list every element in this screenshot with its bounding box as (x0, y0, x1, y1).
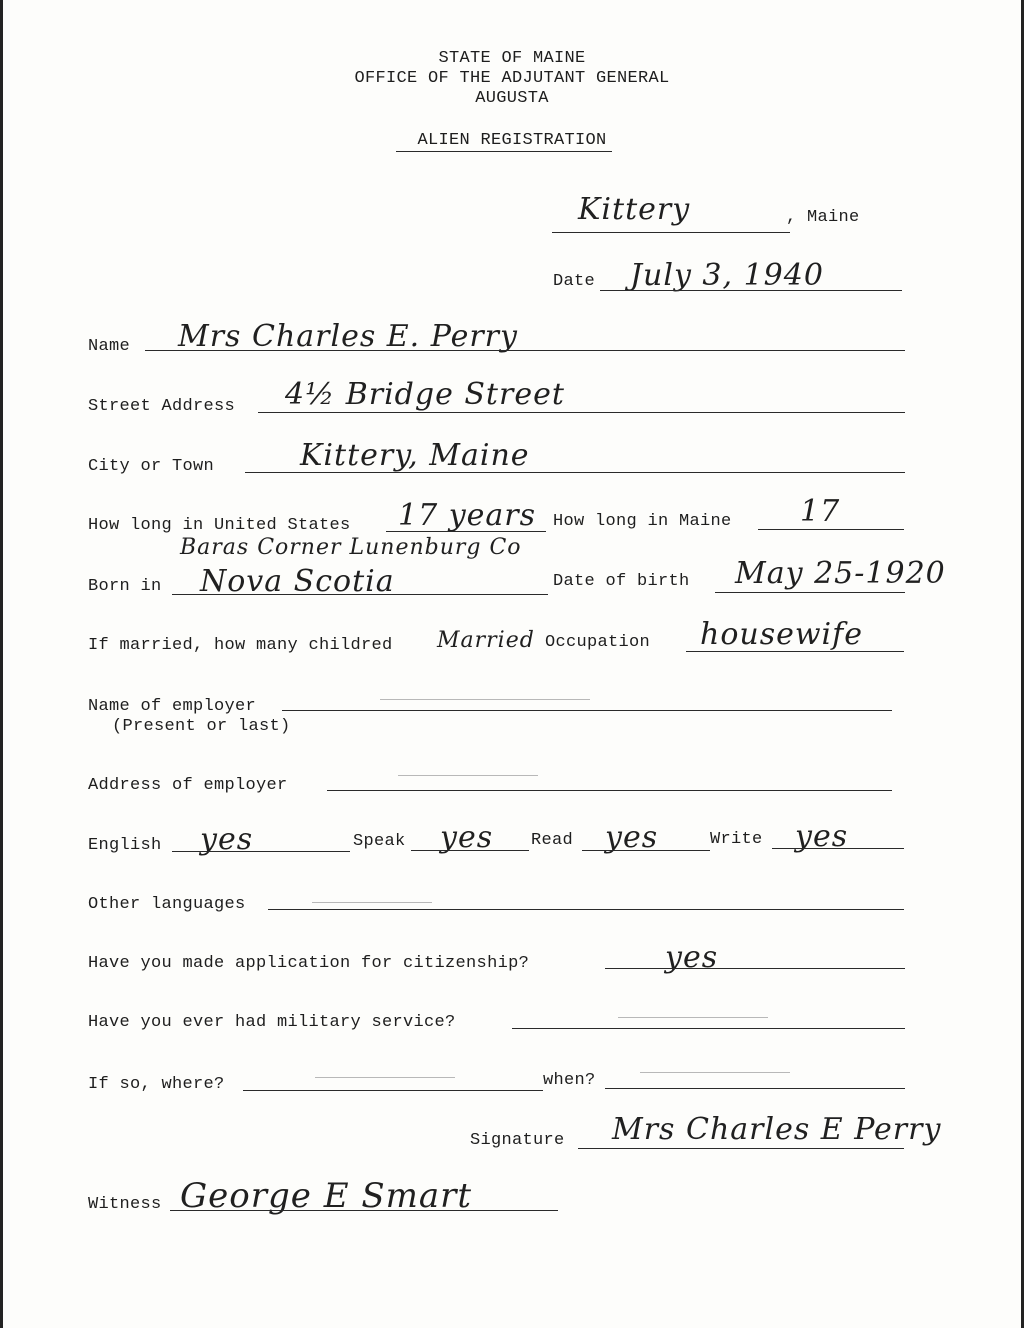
employer-address-label: Address of employer (88, 776, 288, 795)
read-line (582, 850, 710, 851)
form-title-underline (396, 151, 612, 152)
date-label: Date (553, 272, 596, 291)
other-languages-label: Other languages (88, 895, 246, 914)
date-line (600, 290, 902, 291)
signature-label: Signature (470, 1131, 565, 1150)
citizenship-label: Have you made application for citizenship? (88, 954, 530, 973)
read-value: yes (605, 820, 659, 855)
where-line (243, 1090, 543, 1091)
town-value: Kittery (578, 192, 691, 227)
born-in-line (172, 594, 548, 595)
other-languages-strike (312, 902, 432, 903)
english-line (172, 851, 350, 852)
header-office: OFFICE OF THE ADJUTANT GENERAL (354, 69, 670, 88)
employer-address-line (327, 790, 892, 791)
employer-address-strike (398, 775, 538, 776)
date-value: July 3, 1940 (630, 258, 824, 293)
occupation-value: housewife (700, 617, 863, 652)
write-line (772, 848, 904, 849)
header-state: STATE OF MAINE (438, 49, 586, 68)
write-value: yes (795, 819, 849, 854)
witness-value: George E Smart (180, 1176, 473, 1216)
when-line (605, 1088, 905, 1089)
how-long-maine-value: 17 (800, 494, 841, 529)
signature-line (578, 1148, 904, 1149)
where-strike (315, 1077, 455, 1078)
date-of-birth-line (715, 592, 905, 593)
citizenship-line (605, 968, 905, 969)
occupation-label: Occupation (545, 633, 651, 652)
employer-name-strike (380, 699, 590, 700)
military-strike (618, 1017, 768, 1018)
married-value: Married (437, 628, 535, 653)
witness-label: Witness (88, 1195, 162, 1214)
speak-label: Speak (353, 832, 406, 851)
born-in-value: Nova Scotia (200, 564, 395, 599)
street-address-value: 4½ Bridge Street (285, 377, 565, 412)
date-of-birth-label: Date of birth (553, 572, 690, 591)
how-long-maine-line (758, 529, 904, 530)
town-line (552, 232, 790, 233)
scan-border-left (0, 0, 3, 1328)
when-label: when? (543, 1071, 596, 1090)
married-label: If married, how many childred (88, 636, 393, 655)
signature-value: Mrs Charles E Perry (612, 1112, 942, 1147)
military-label: Have you ever had military service? (88, 1013, 456, 1032)
born-note-value: Baras Corner Lunenburg Co (180, 535, 522, 560)
english-value: yes (200, 822, 254, 857)
how-long-us-label: How long in United States (88, 516, 351, 535)
street-address-line (258, 412, 905, 413)
where-label: If so, where? (88, 1075, 225, 1094)
citizenship-value: yes (665, 940, 719, 975)
occupation-line (686, 651, 904, 652)
city-line (245, 472, 905, 473)
date-of-birth-value: May 25-1920 (735, 556, 946, 591)
witness-line (170, 1210, 558, 1211)
read-label: Read (531, 831, 574, 850)
speak-value: yes (440, 820, 494, 855)
name-line (145, 350, 905, 351)
when-strike (640, 1072, 790, 1073)
employer-name-sublabel: (Present or last) (112, 717, 291, 736)
speak-line (411, 850, 529, 851)
how-long-us-value: 17 years (398, 498, 537, 533)
write-label: Write (710, 830, 763, 849)
employer-name-label: Name of employer (88, 697, 257, 716)
name-value: Mrs Charles E. Perry (178, 319, 518, 354)
employer-name-line (282, 710, 892, 711)
english-label: English (88, 836, 162, 855)
city-value: Kittery, Maine (300, 438, 530, 473)
military-line (512, 1028, 905, 1029)
how-long-us-line (386, 531, 546, 532)
born-in-label: Born in (88, 577, 162, 596)
name-label: Name (88, 337, 131, 356)
how-long-maine-label: How long in Maine (553, 512, 732, 531)
form-title: ALIEN REGISTRATION (417, 131, 607, 150)
city-label: City or Town (88, 457, 215, 476)
street-address-label: Street Address (88, 397, 236, 416)
header-city: AUGUSTA (475, 89, 549, 108)
state-label: , Maine (786, 208, 860, 227)
other-languages-line (268, 909, 904, 910)
